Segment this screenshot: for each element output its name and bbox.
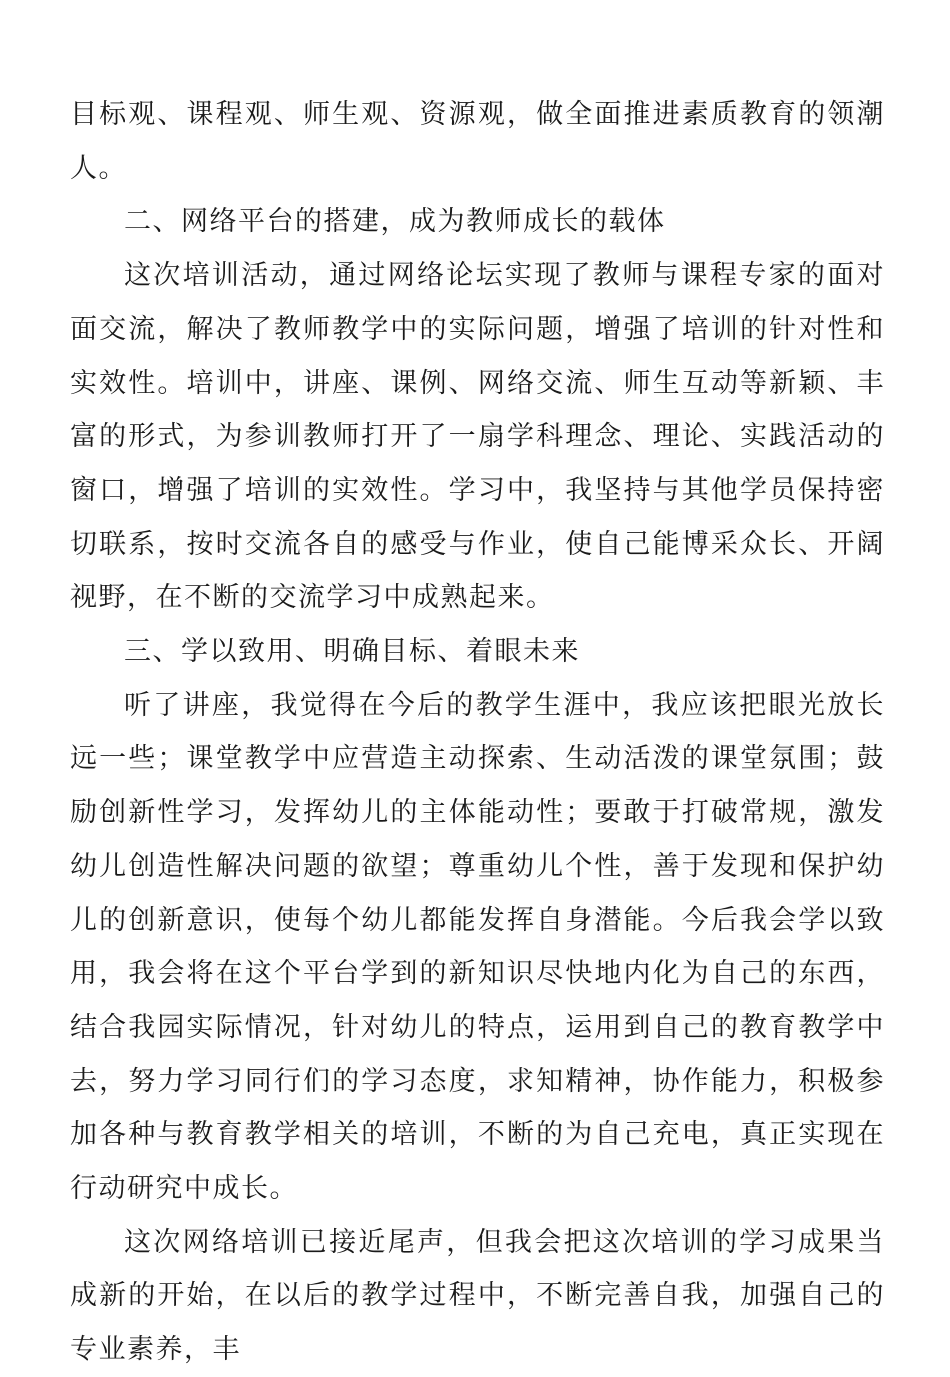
paragraph-continuation: 目标观、课程观、师生观、资源观，做全面推进素质教育的领潮人。 — [70, 99, 885, 184]
document-body — [70, 88, 885, 1377]
section-heading-2: 二、网络平台的搭建，成为教师成长的载体 — [124, 206, 666, 238]
paragraph-apply-learning: 听了讲座，我觉得在今后的教学生涯中，我应该把眼光放长远一些；课堂教学中应营造主动探索、生动活泼的课堂氛围；鼓励创新性学习，发挥幼儿的主体能动性；要敢于打破常规，激发幼儿创造性解决问题的欲望；尊重幼儿个性，善于发现和保护幼儿的创新意识，使每个幼儿都能发挥自身潜能。今后我会学以致用，我会将在这个平台学到的新知识尽快地内化为自己的东西，结合我园实际情况，针对幼儿的特点，运用到自己的教育教学中去，努力学习同行们的学习态度，求知精神，协作能力，积极参加各种与教育教学相关的培训，不断的为自己充电，真正实现在行动研究中成长。 — [70, 689, 885, 1205]
paragraph-closing: 这次网络培训已接近尾声，但我会把这次培训的学习成果当成新的开始，在以后的教学过程中，不断完善自我，加强自己的专业素养，丰 — [70, 1226, 885, 1366]
section-heading-3: 三、学以致用、明确目标、着眼未来 — [124, 636, 580, 668]
paragraph-network-training: 这次培训活动，通过网络论坛实现了教师与课程专家的面对面交流，解决了教师教学中的实际问题，增强了培训的针对性和实效性。培训中，讲座、课例、网络交流、师生互动等新颖、丰富的形式，为参训教师打开了一扇学科理念、理论、实践活动的窗口，增强了培训的实效性。学习中，我坚持与其他学员保持密切联系，按时交流各自的感受与作业，使自己能博采众长、开阔视野，在不断的交流学习中成熟起来。 — [70, 260, 885, 614]
